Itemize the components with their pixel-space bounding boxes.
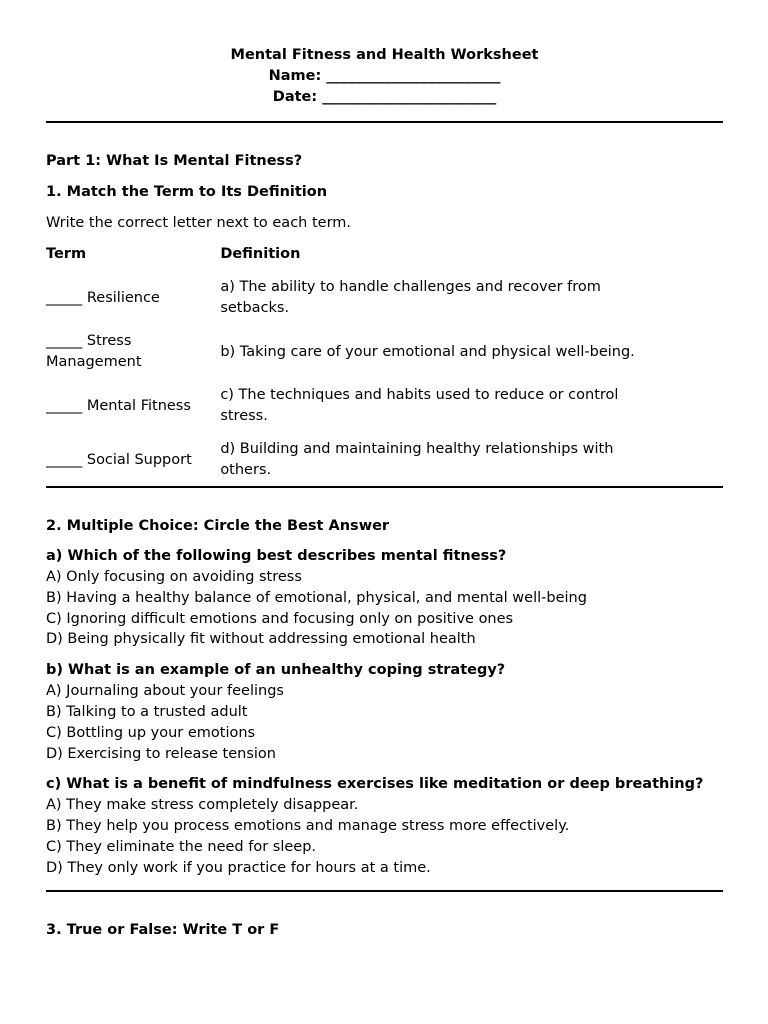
definition-cell: d) Building and maintaining healthy relationships with others. bbox=[220, 441, 614, 478]
definition-cell: b) Taking care of your emotional and physical well-being. bbox=[220, 343, 635, 360]
question-1-title: 1. Match the Term to Its Definition bbox=[46, 184, 328, 200]
term-column-header: Term bbox=[46, 246, 87, 262]
term-cell: _____ Resilience bbox=[46, 289, 160, 306]
worksheet-page bbox=[46, 0, 723, 940]
table-row bbox=[46, 277, 646, 331]
answer-option[interactable]: D) Being physically fit without addressing emotional health bbox=[46, 631, 476, 648]
answer-option[interactable]: B) Talking to a trusted adult bbox=[46, 703, 248, 720]
answer-option[interactable]: C) Bottling up your emotions bbox=[46, 724, 256, 741]
answer-option[interactable]: C) Ignoring difficult emotions and focusing only on positive ones bbox=[46, 610, 514, 627]
table-row bbox=[46, 385, 646, 439]
term-cell: _____ Social Support bbox=[46, 451, 192, 468]
question-3-title: 3. True or False: Write T or F bbox=[46, 921, 280, 938]
answer-option[interactable]: B) Having a healthy balance of emotional, physical, and mental well-being bbox=[46, 589, 587, 606]
answer-option[interactable]: A) Only focusing on avoiding stress bbox=[46, 569, 302, 585]
multiple-choice-question bbox=[46, 546, 723, 650]
divider-line bbox=[46, 890, 723, 892]
question-2-title: 2. Multiple Choice: Circle the Best Answer bbox=[46, 518, 390, 534]
question-text: b) What is an example of an unhealthy coping strategy? bbox=[46, 662, 506, 679]
definition-column-header: Definition bbox=[220, 246, 301, 262]
table-row bbox=[46, 331, 646, 385]
answer-option[interactable]: C) They eliminate the need for sleep. bbox=[46, 838, 317, 855]
term-cell: _____ Stress Management bbox=[46, 333, 142, 370]
table-row bbox=[46, 439, 646, 483]
term-cell: _____ Mental Fitness bbox=[46, 397, 191, 414]
answer-option[interactable]: B) They help you process emotions and manage stress more effectively. bbox=[46, 818, 570, 835]
divider-line bbox=[46, 121, 723, 123]
divider-line bbox=[46, 486, 723, 488]
part-1-title: Part 1: What Is Mental Fitness? bbox=[46, 153, 303, 169]
worksheet-title: Mental Fitness and Health Worksheet bbox=[230, 47, 539, 63]
answer-option[interactable]: D) Exercising to release tension bbox=[46, 745, 276, 762]
question-text: a) Which of the following best describes mental fitness? bbox=[46, 548, 507, 564]
definition-cell: c) The techniques and habits used to reduce or control stress. bbox=[220, 387, 619, 424]
multiple-choice-question bbox=[46, 774, 723, 878]
multiple-choice-question bbox=[46, 660, 723, 764]
answer-option[interactable]: D) They only work if you practice for hours at a time. bbox=[46, 859, 431, 876]
question-1-instruction: Write the correct letter next to each term. bbox=[46, 215, 352, 231]
matching-table bbox=[46, 244, 646, 483]
definition-cell: a) The ability to handle challenges and recover from setbacks. bbox=[220, 279, 601, 316]
date-line: Date: ________________________ bbox=[272, 89, 497, 105]
worksheet-header bbox=[46, 0, 723, 108]
answer-option[interactable]: A) Journaling about your feelings bbox=[46, 683, 284, 700]
answer-option[interactable]: A) They make stress completely disappear. bbox=[46, 797, 359, 814]
name-line: Name: ________________________ bbox=[268, 68, 501, 84]
question-text: c) What is a benefit of mindfulness exercises like meditation or deep breathing? bbox=[46, 776, 704, 793]
